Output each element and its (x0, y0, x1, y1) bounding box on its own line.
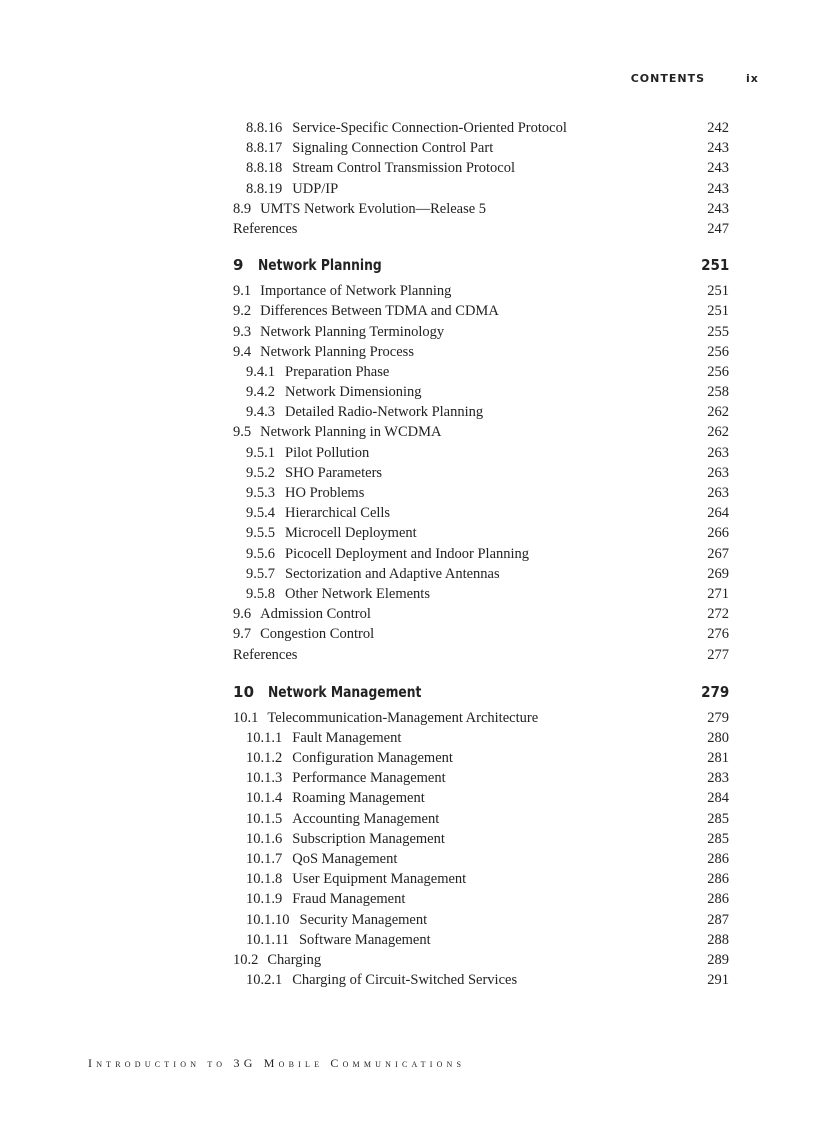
entry-number: 8.8.16 (246, 120, 283, 136)
entry-page: 263 (707, 444, 729, 461)
entry-title: Stream Control Transmission Protocol (292, 160, 516, 177)
entry-title: Signaling Connection Control Part (292, 140, 494, 157)
entry-number: 10.2 (233, 951, 259, 968)
toc-entry[interactable] (233, 788, 729, 808)
entry-page: 271 (707, 585, 729, 602)
entry-page: 267 (707, 545, 729, 562)
toc-entry[interactable] (233, 443, 729, 463)
entry-title: Network Planning in WCDMA (260, 424, 442, 441)
entry-number: 9.2 (233, 303, 252, 320)
entry-title: Admission Control (260, 606, 371, 623)
entry-title: Accounting Management (292, 810, 440, 827)
chapter-heading-9[interactable] (233, 253, 729, 277)
toc-entry[interactable] (233, 402, 729, 422)
entry-page: 276 (707, 626, 729, 643)
entry-number: 9.5.1 (246, 444, 275, 461)
entry-title: Software Management (298, 931, 431, 948)
toc-entry[interactable] (233, 869, 729, 889)
entry-number: 10.1.2 (246, 750, 283, 767)
toc-entry[interactable] (233, 930, 729, 950)
toc-entry[interactable] (233, 463, 729, 483)
entry-number: 9.1 (233, 283, 252, 300)
toc-entry[interactable] (233, 544, 729, 564)
entry-title: Other Network Elements (285, 585, 430, 602)
entry-title: Importance of Network Planning (260, 283, 452, 300)
entry-title: Hierarchical Cells (285, 505, 391, 522)
entry-number: 9.4.1 (246, 363, 275, 380)
entry-title: Detailed Radio-Network Planning (285, 404, 484, 421)
entry-title: Network Planning Terminology (260, 323, 445, 340)
entry-page: 279 (707, 709, 729, 726)
toc-entry[interactable] (233, 281, 729, 301)
entry-title: Subscription Management (292, 830, 445, 847)
entry-number: 9.4.2 (246, 384, 275, 401)
chapter-page: 251 (700, 256, 729, 275)
entry-page: 243 (707, 200, 729, 217)
chapter-title: Network Management (268, 682, 422, 701)
entry-title: Pilot Pollution (285, 444, 370, 461)
entry-page: 264 (707, 505, 729, 522)
entry-title: HO Problems (285, 485, 365, 501)
toc-entry[interactable] (233, 342, 729, 362)
entry-title: Differences Between TDMA and CDMA (260, 303, 499, 320)
entry-page: 256 (707, 343, 729, 360)
entry-number: 9.7 (233, 626, 252, 643)
entry-number: 10.1.7 (246, 851, 283, 867)
toc-entry[interactable] (233, 158, 729, 178)
entry-title: Charging of Circuit-Switched Services (292, 972, 518, 989)
chapter-heading-10[interactable] (233, 680, 729, 704)
toc-entry[interactable] (233, 301, 729, 321)
entry-page: 269 (707, 565, 729, 582)
entry-page: 242 (707, 120, 729, 136)
entry-number: 8.8.17 (246, 140, 283, 157)
entry-number: 10.1.1 (246, 729, 283, 746)
entry-title: Preparation Phase (285, 363, 390, 380)
entry-title: Microcell Deployment (285, 525, 417, 542)
entry-page: 281 (707, 750, 729, 767)
entry-number: 10.1.3 (246, 770, 283, 787)
entry-title: Sectorization and Adaptive Antennas (285, 565, 500, 582)
toc-entry[interactable] (233, 118, 729, 138)
entry-number: 10.1.9 (246, 891, 283, 908)
entry-number: 8.8.19 (246, 180, 283, 197)
entry-page: 285 (707, 830, 729, 847)
entry-page: 262 (707, 424, 729, 441)
entry-page: 243 (707, 140, 729, 157)
entry-title: Picocell Deployment and Indoor Planning (285, 545, 530, 562)
entry-title: Network Dimensioning (285, 384, 422, 401)
toc-block-chapter-10 (233, 708, 729, 991)
entry-page: 263 (707, 485, 729, 501)
entry-page: 251 (707, 283, 729, 300)
toc-entry[interactable] (233, 422, 729, 442)
entry-page: 256 (707, 363, 729, 380)
toc-entry[interactable] (233, 219, 729, 239)
entry-number: 10.2.1 (246, 972, 283, 989)
entry-number: 8.8.18 (246, 160, 283, 177)
entry-page: 286 (707, 851, 729, 867)
toc-entry[interactable] (233, 584, 729, 604)
entry-page: 286 (707, 871, 729, 888)
entry-title: Telecommunication-Management Architecture (267, 709, 539, 726)
entry-page: 287 (707, 911, 729, 928)
toc-entry[interactable] (233, 889, 729, 909)
entry-page: 277 (707, 646, 729, 663)
chapter-number: 10 (233, 682, 255, 701)
entry-number: 9.5.2 (246, 464, 275, 481)
entry-page: 272 (707, 606, 729, 623)
header-page-number: ix (746, 72, 759, 85)
entry-page: 286 (707, 891, 729, 908)
chapter-page: 279 (700, 682, 729, 701)
entry-page: 283 (707, 770, 729, 787)
entry-page: 288 (707, 931, 729, 948)
entry-page: 243 (707, 180, 729, 197)
entry-title: Network Planning Process (260, 343, 414, 360)
entry-page: 263 (707, 464, 729, 481)
entry-page: 291 (707, 972, 729, 989)
toc-entry[interactable] (233, 604, 729, 624)
entry-number: 9.6 (233, 606, 252, 623)
entry-number: 8.9 (233, 200, 252, 217)
entry-number: 9.5.4 (246, 505, 275, 522)
table-of-contents (233, 118, 729, 990)
entry-number: 9.5.6 (246, 545, 275, 562)
entry-number: 9.3 (233, 323, 252, 340)
entry-title: Congestion Control (260, 626, 375, 643)
entry-title: Fraud Management (292, 891, 406, 908)
entry-number: 10.1.8 (246, 871, 283, 888)
toc-entry[interactable] (233, 910, 729, 930)
entry-title: SHO Parameters (285, 464, 383, 481)
entry-number: 9.4.3 (246, 404, 275, 421)
entry-title: User Equipment Management (292, 871, 467, 888)
entry-page: 255 (707, 323, 729, 340)
toc-entry[interactable] (233, 849, 729, 869)
entry-title: Service-Specific Connection-Oriented Protocol (292, 120, 567, 136)
entry-title: Charging (267, 951, 322, 968)
toc-entry[interactable] (233, 362, 729, 382)
entry-number: 10.1.5 (246, 810, 283, 827)
entry-title: References (233, 220, 298, 237)
toc-entry[interactable] (233, 950, 729, 970)
entry-page: 289 (707, 951, 729, 968)
toc-entry[interactable] (233, 199, 729, 219)
running-footer: Introduction to 3G Mobile Communications (88, 1056, 466, 1070)
entry-title: Roaming Management (292, 790, 425, 807)
toc-entry[interactable] (233, 748, 729, 768)
entry-title: References (233, 646, 298, 663)
entry-number: 10.1.11 (246, 931, 289, 948)
toc-entry[interactable] (233, 564, 729, 584)
entry-number: 10.1 (233, 709, 259, 726)
entry-title: UDP/IP (292, 180, 339, 197)
toc-entry[interactable] (233, 322, 729, 342)
toc-entry[interactable] (233, 483, 729, 503)
entry-page: 284 (707, 790, 729, 807)
entry-number: 9.5.3 (246, 485, 275, 501)
entry-number: 9.5 (233, 424, 252, 441)
entry-number: 10.1.10 (246, 911, 290, 928)
chapter-title: Network Planning (257, 256, 382, 275)
entry-page: 262 (707, 404, 729, 421)
entry-page: 251 (707, 303, 729, 320)
toc-entry[interactable] (233, 809, 729, 829)
entry-page: 258 (707, 384, 729, 401)
toc-entry[interactable] (233, 708, 729, 728)
toc-block-chapter-9 (233, 281, 729, 665)
toc-entry[interactable] (233, 645, 729, 665)
entry-number: 9.5.5 (246, 525, 275, 542)
running-header (0, 72, 816, 88)
toc-entry[interactable] (233, 179, 729, 199)
entry-number: 10.1.4 (246, 790, 283, 807)
entry-page: 266 (707, 525, 729, 542)
header-title: CONTENTS (630, 72, 705, 85)
entry-title: Fault Management (292, 729, 402, 746)
entry-title: QoS Management (292, 851, 398, 867)
entry-number: 9.4 (233, 343, 252, 360)
entry-title: Configuration Management (292, 750, 453, 767)
entry-title: Security Management (299, 911, 428, 928)
chapter-number: 9 (233, 256, 244, 275)
entry-title: Performance Management (292, 770, 446, 787)
toc-entry[interactable] (233, 829, 729, 849)
toc-block-chapter-8-continued (233, 118, 729, 239)
entry-number: 9.5.7 (246, 565, 275, 582)
entry-title: UMTS Network Evolution—Release 5 (260, 200, 487, 217)
toc-entry[interactable] (233, 970, 729, 990)
toc-entry[interactable] (233, 523, 729, 543)
entry-page: 285 (707, 810, 729, 827)
entry-page: 247 (707, 220, 729, 237)
toc-entry[interactable] (233, 503, 729, 523)
toc-entry[interactable] (233, 768, 729, 788)
toc-entry[interactable] (233, 138, 729, 158)
entry-number: 9.5.8 (246, 585, 275, 602)
entry-page: 280 (707, 729, 729, 746)
entry-page: 243 (707, 160, 729, 177)
toc-entry[interactable] (233, 624, 729, 644)
entry-number: 10.1.6 (246, 830, 283, 847)
toc-entry[interactable] (233, 728, 729, 748)
toc-entry[interactable] (233, 382, 729, 402)
